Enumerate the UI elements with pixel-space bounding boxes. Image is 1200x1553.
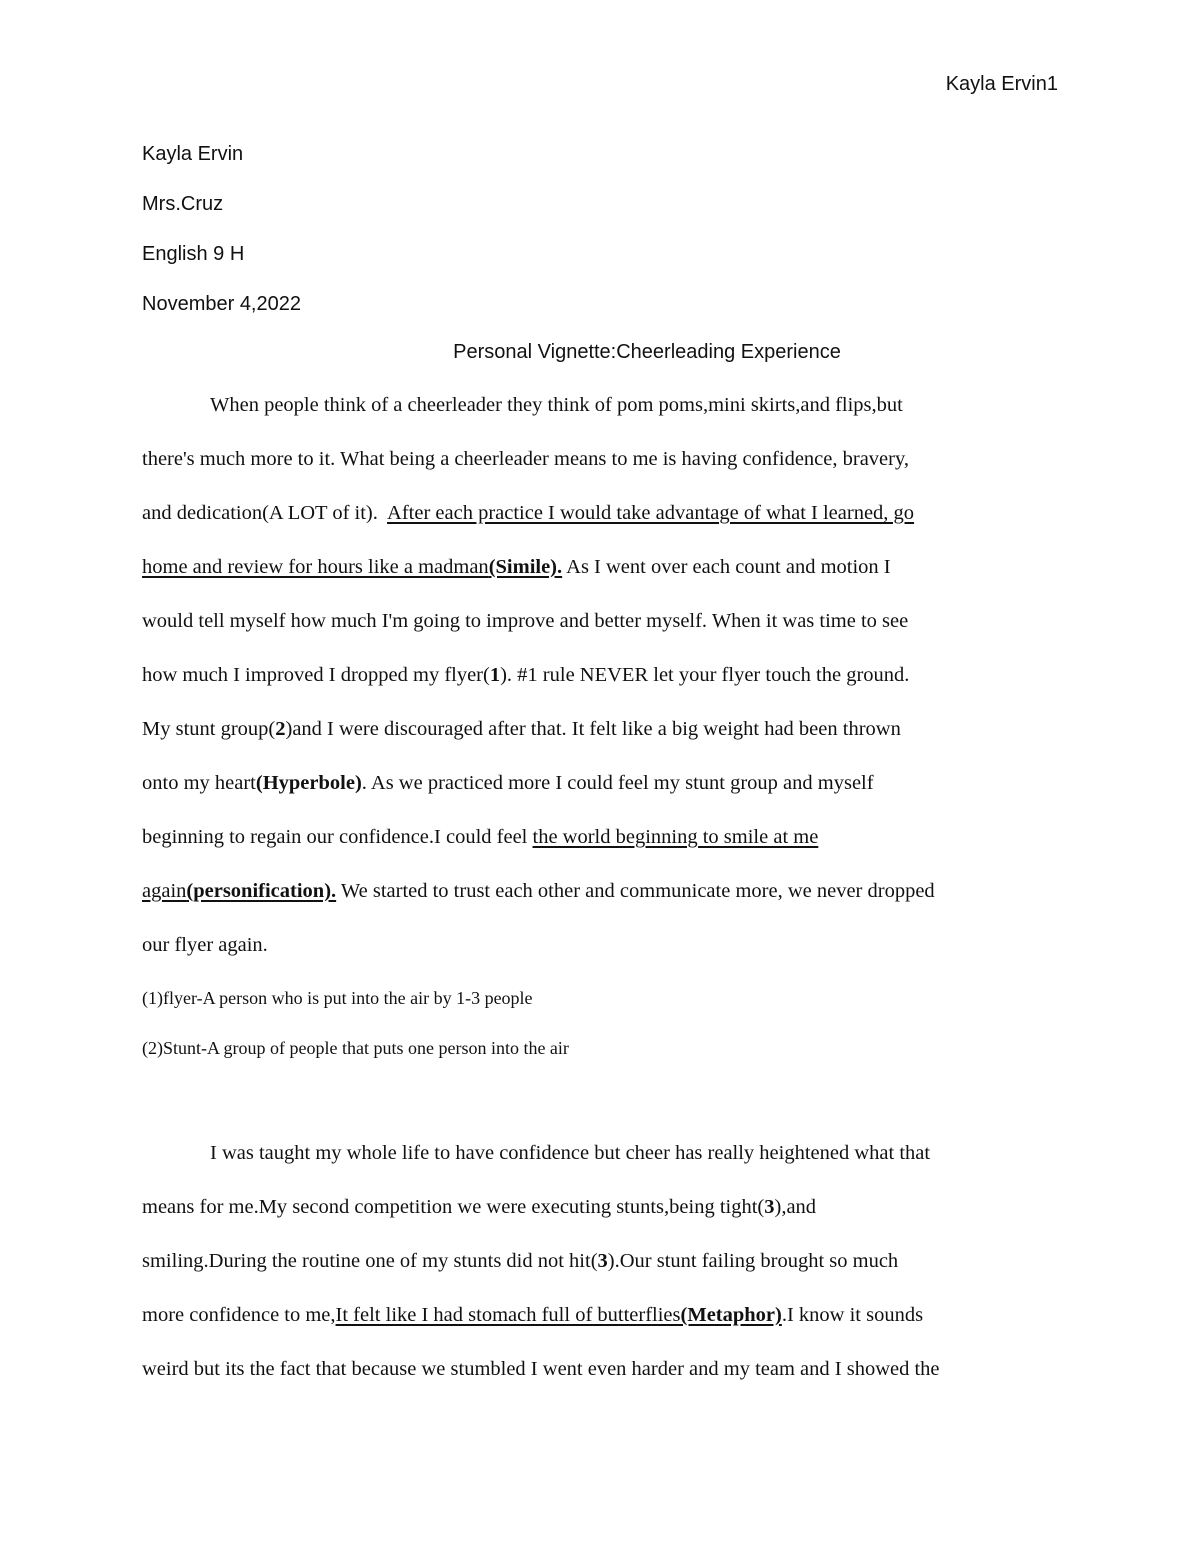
paragraph2-line2 [142, 1195, 816, 1219]
text-segment: .I know it sounds [781, 1304, 924, 1326]
paragraph1-line7 [142, 717, 901, 741]
text-segment: more confidence to me, [142, 1304, 336, 1326]
text-segment: We started to trust each other and communicate more, we never dropped [336, 880, 935, 902]
footnote-ref: 3 [764, 1196, 775, 1218]
page-title: Personal Vignette:Cheerleading Experience [453, 341, 841, 363]
date: November 4,2022 [142, 293, 301, 315]
paragraph2-line5: weird but its the fact that because we stumbled I went even harder and my team and I showed the [142, 1358, 940, 1380]
footnote-2: (2)Stunt-A group of people that puts one person into the air [142, 1038, 569, 1058]
course-name: English 9 H [142, 243, 245, 265]
underlined-text: again [142, 880, 187, 902]
paragraph1-line6 [142, 663, 909, 687]
paragraph1-line4 [142, 555, 891, 579]
text-segment: As I went over each count and motion I [562, 556, 891, 578]
device-label: (personification). [186, 880, 337, 902]
device-label: (Metaphor) [680, 1304, 782, 1326]
text-segment: ).Our stunt failing brought so much [607, 1250, 899, 1272]
underlined-text: It felt like I had stomach full of butterflies [335, 1304, 681, 1326]
text-segment: . As we practiced more I could feel my stunt group and myself [361, 772, 874, 794]
student-name: Kayla Ervin [142, 143, 244, 165]
text-segment: means for me.My second competition we were executing stunts,being tight( [142, 1196, 765, 1218]
underlined-text: the world beginning to smile at me [532, 826, 819, 848]
paragraph1-line11: our flyer again. [142, 934, 268, 956]
text-segment: )and I were discouraged after that. It felt like a big weight had been thrown [285, 718, 901, 740]
text-segment: how much I improved I dropped my flyer( [142, 664, 490, 686]
paragraph1-line8 [142, 771, 874, 795]
footnote-ref: 2 [275, 718, 286, 740]
footnote-ref: 1 [489, 664, 501, 686]
paragraph1-line10 [142, 879, 935, 903]
device-label: (Hyperbole) [255, 772, 362, 794]
underlined-text: home and review for hours like a madman [142, 556, 489, 578]
footnote-ref: 3 [597, 1250, 608, 1272]
teacher-name: Mrs.Cruz [142, 193, 224, 215]
text-segment: My stunt group( [142, 718, 276, 740]
text-segment: and dedication(A LOT of it). [142, 502, 378, 524]
paragraph2-line4 [142, 1303, 923, 1327]
text-segment: beginning to regain our confidence.I could feel [142, 826, 533, 848]
text-segment: ). #1 rule NEVER let your flyer touch the ground. [500, 664, 910, 686]
footnote-1: (1)flyer-A person who is put into the air by 1-3 people [142, 988, 533, 1008]
device-label: (Simile). [488, 556, 563, 578]
paragraph1-line1: When people think of a cheerleader they think of pom poms,mini skirts,and flips,but [210, 394, 903, 416]
paragraph2-line1: I was taught my whole life to have confidence but cheer has really heightened what that [210, 1142, 931, 1164]
underlined-text: After each practice I would take advantage of what I learned, go [387, 502, 915, 524]
paragraph1-line9 [142, 825, 818, 849]
running-head: Kayla Ervin1 [945, 73, 1058, 95]
paragraph2-line3 [142, 1249, 898, 1273]
text-segment: onto my heart [142, 772, 256, 794]
paragraph1-line3 [142, 501, 914, 525]
paragraph1-line2: there's much more to it. What being a cheerleader means to me is having confidence, bravery, [142, 448, 910, 470]
text-segment: smiling.During the routine one of my stunts did not hit( [142, 1250, 598, 1272]
paragraph1-line5: would tell myself how much I'm going to improve and better myself. When it was time to see [142, 610, 909, 632]
text-segment: ),and [774, 1196, 817, 1218]
